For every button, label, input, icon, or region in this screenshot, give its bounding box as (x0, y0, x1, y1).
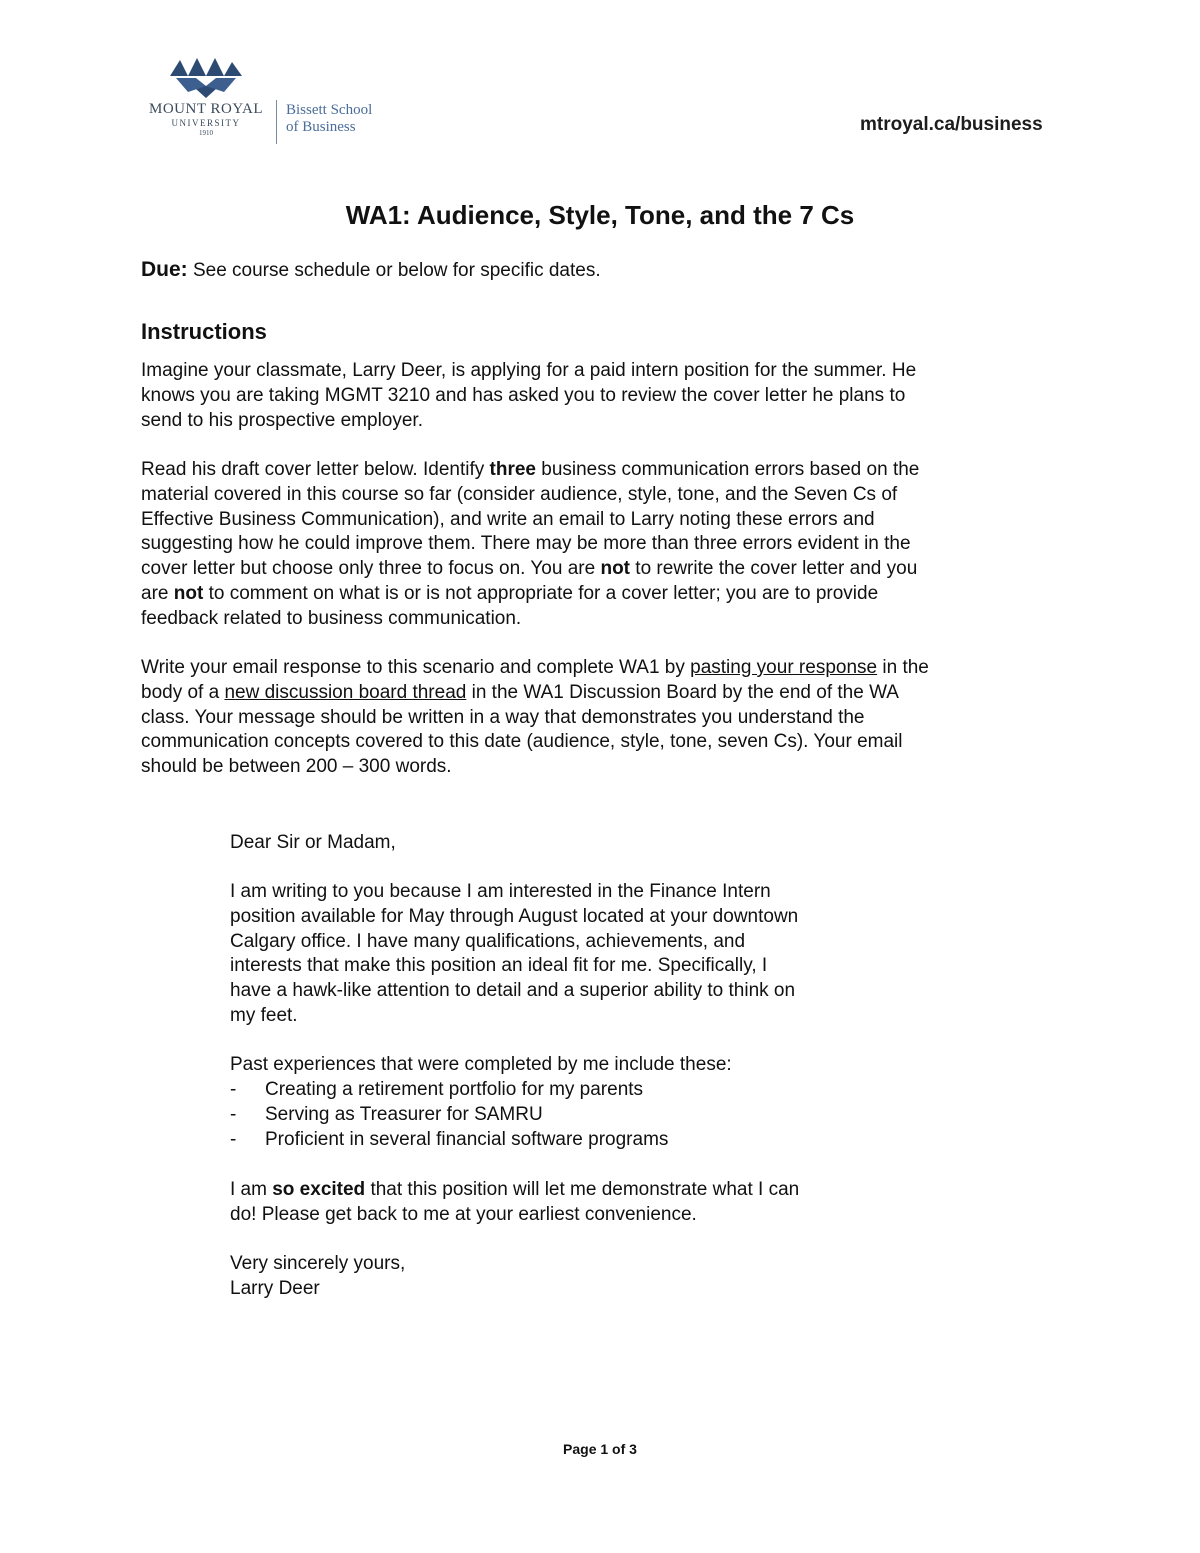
letter-paragraph-3 (230, 1178, 930, 1228)
list-item-text: Serving as Treasurer for SAMRU (265, 1103, 543, 1125)
list-item (230, 1103, 668, 1128)
list-dash: - (230, 1079, 237, 1100)
document-title: WA1: Audience, Style, Tone, and the 7 Cs (345, 200, 855, 230)
logo-divider (276, 100, 277, 144)
text-run: that this position will let me demonstrate what I can (365, 1179, 800, 1200)
text-line: communication concepts covered to this date (audience, style, tone, seven Cs). Your email (141, 731, 903, 753)
page-number: Page 1 of 3 (563, 1441, 637, 1457)
logo-university-name (142, 100, 270, 138)
text-run: to comment on what is or is not appropriate for a cover letter; you are to provide (203, 582, 879, 604)
text-line (141, 656, 1061, 681)
text-run: to rewrite the cover letter and you (630, 558, 918, 580)
text-line: position available for May through August located at your downtown (230, 905, 799, 927)
mountain-emblem-icon (166, 56, 246, 100)
list-item-text: Creating a retirement portfolio for my parents (265, 1079, 644, 1100)
list-item (230, 1128, 668, 1153)
list-item-text: Proficient in several financial software programs (265, 1128, 669, 1150)
underlined-new-discussion-board-thread: new discussion board thread (224, 681, 467, 703)
university-logo (142, 56, 382, 148)
text-run: body of a (141, 681, 225, 703)
text-run: are (141, 582, 174, 604)
text-run: in the (877, 657, 929, 678)
bold-so-excited: so excited (272, 1179, 366, 1200)
text-line (230, 1178, 930, 1203)
letter-signature: Larry Deer (230, 1278, 320, 1299)
text-line: should be between 200 – 300 words. (141, 756, 452, 778)
text-line: feedback related to business communication. (141, 607, 522, 629)
instructions-paragraph-1 (141, 359, 1061, 433)
instructions-heading: Instructions (141, 319, 267, 344)
list-dash: - (230, 1128, 237, 1150)
list-dash: - (230, 1103, 237, 1125)
text-line: do! Please get back to me at your earliest convenience. (230, 1203, 697, 1225)
list-item (230, 1078, 668, 1103)
bold-three: three (489, 459, 536, 480)
due-label: Due: (141, 258, 188, 281)
text-line: knows you are taking MGMT 3210 and has asked you to review the cover letter he plans to (141, 384, 906, 406)
due-text: See course schedule or below for specific dates. (187, 260, 601, 281)
text-line: I am writing to you because I am interested in the Finance Intern (230, 881, 771, 902)
text-line: Calgary office. I have many qualifications, achievements, and (230, 930, 746, 952)
text-line: have a hawk-like attention to detail and a superior ability to think on (230, 980, 796, 1002)
text-line (141, 582, 1061, 607)
logo-line2: UNIVERSITY (171, 118, 241, 128)
text-run: cover letter but choose only three to focus on. You are (141, 558, 601, 580)
letter-paragraph-1 (230, 880, 930, 1029)
letter-experience-intro: Past experiences that were completed by me include these: (230, 1054, 732, 1075)
text-line (141, 681, 1061, 706)
text-run: business communication errors based on the (535, 459, 920, 480)
experience-list (230, 1078, 668, 1152)
text-line: send to his prospective employer. (141, 409, 423, 431)
site-url: mtroyal.ca/business (860, 114, 1043, 135)
text-run: I am (230, 1179, 273, 1200)
logo-line3: 1910 (199, 129, 213, 137)
logo-school-name (286, 102, 372, 136)
text-line: interests that make this position an ideal fit for me. Specifically, I (230, 955, 768, 977)
text-line: Effective Business Communication), and write an email to Larry noting these errors and (141, 508, 875, 530)
text-run: in the WA1 Discussion Board by the end of the WA (466, 681, 899, 703)
letter-salutation: Dear Sir or Madam, (230, 832, 396, 853)
logo-school-line1: Bissett School (286, 102, 373, 118)
text-line: suggesting how he could improve them. There may be more than three errors evident in the (141, 533, 911, 555)
text-line: my feet. (230, 1004, 298, 1026)
letter-closing: Very sincerely yours, (230, 1253, 406, 1274)
text-run: Write your email response to this scenario and complete WA1 by (141, 657, 691, 678)
text-line (141, 458, 1061, 483)
text-line: Imagine your classmate, Larry Deer, is applying for a paid intern position for the summer. He (141, 360, 917, 381)
bold-not: not (173, 582, 204, 604)
bold-not: not (600, 558, 631, 580)
due-line (141, 258, 601, 282)
text-line: material covered in this course so far (consider audience, style, tone, and the Seven Cs of (141, 483, 898, 505)
instructions-paragraph-2 (141, 458, 1061, 632)
text-line: class. Your message should be written in a way that demonstrates you understand the (141, 706, 865, 728)
logo-school-line2: of Business (286, 119, 356, 135)
instructions-paragraph-3 (141, 656, 1061, 780)
logo-line1: MOUNT ROYAL (149, 101, 263, 117)
underlined-pasting-your-response: pasting your response (690, 657, 878, 678)
text-line (141, 557, 1061, 582)
text-run: Read his draft cover letter below. Identify (141, 459, 490, 480)
